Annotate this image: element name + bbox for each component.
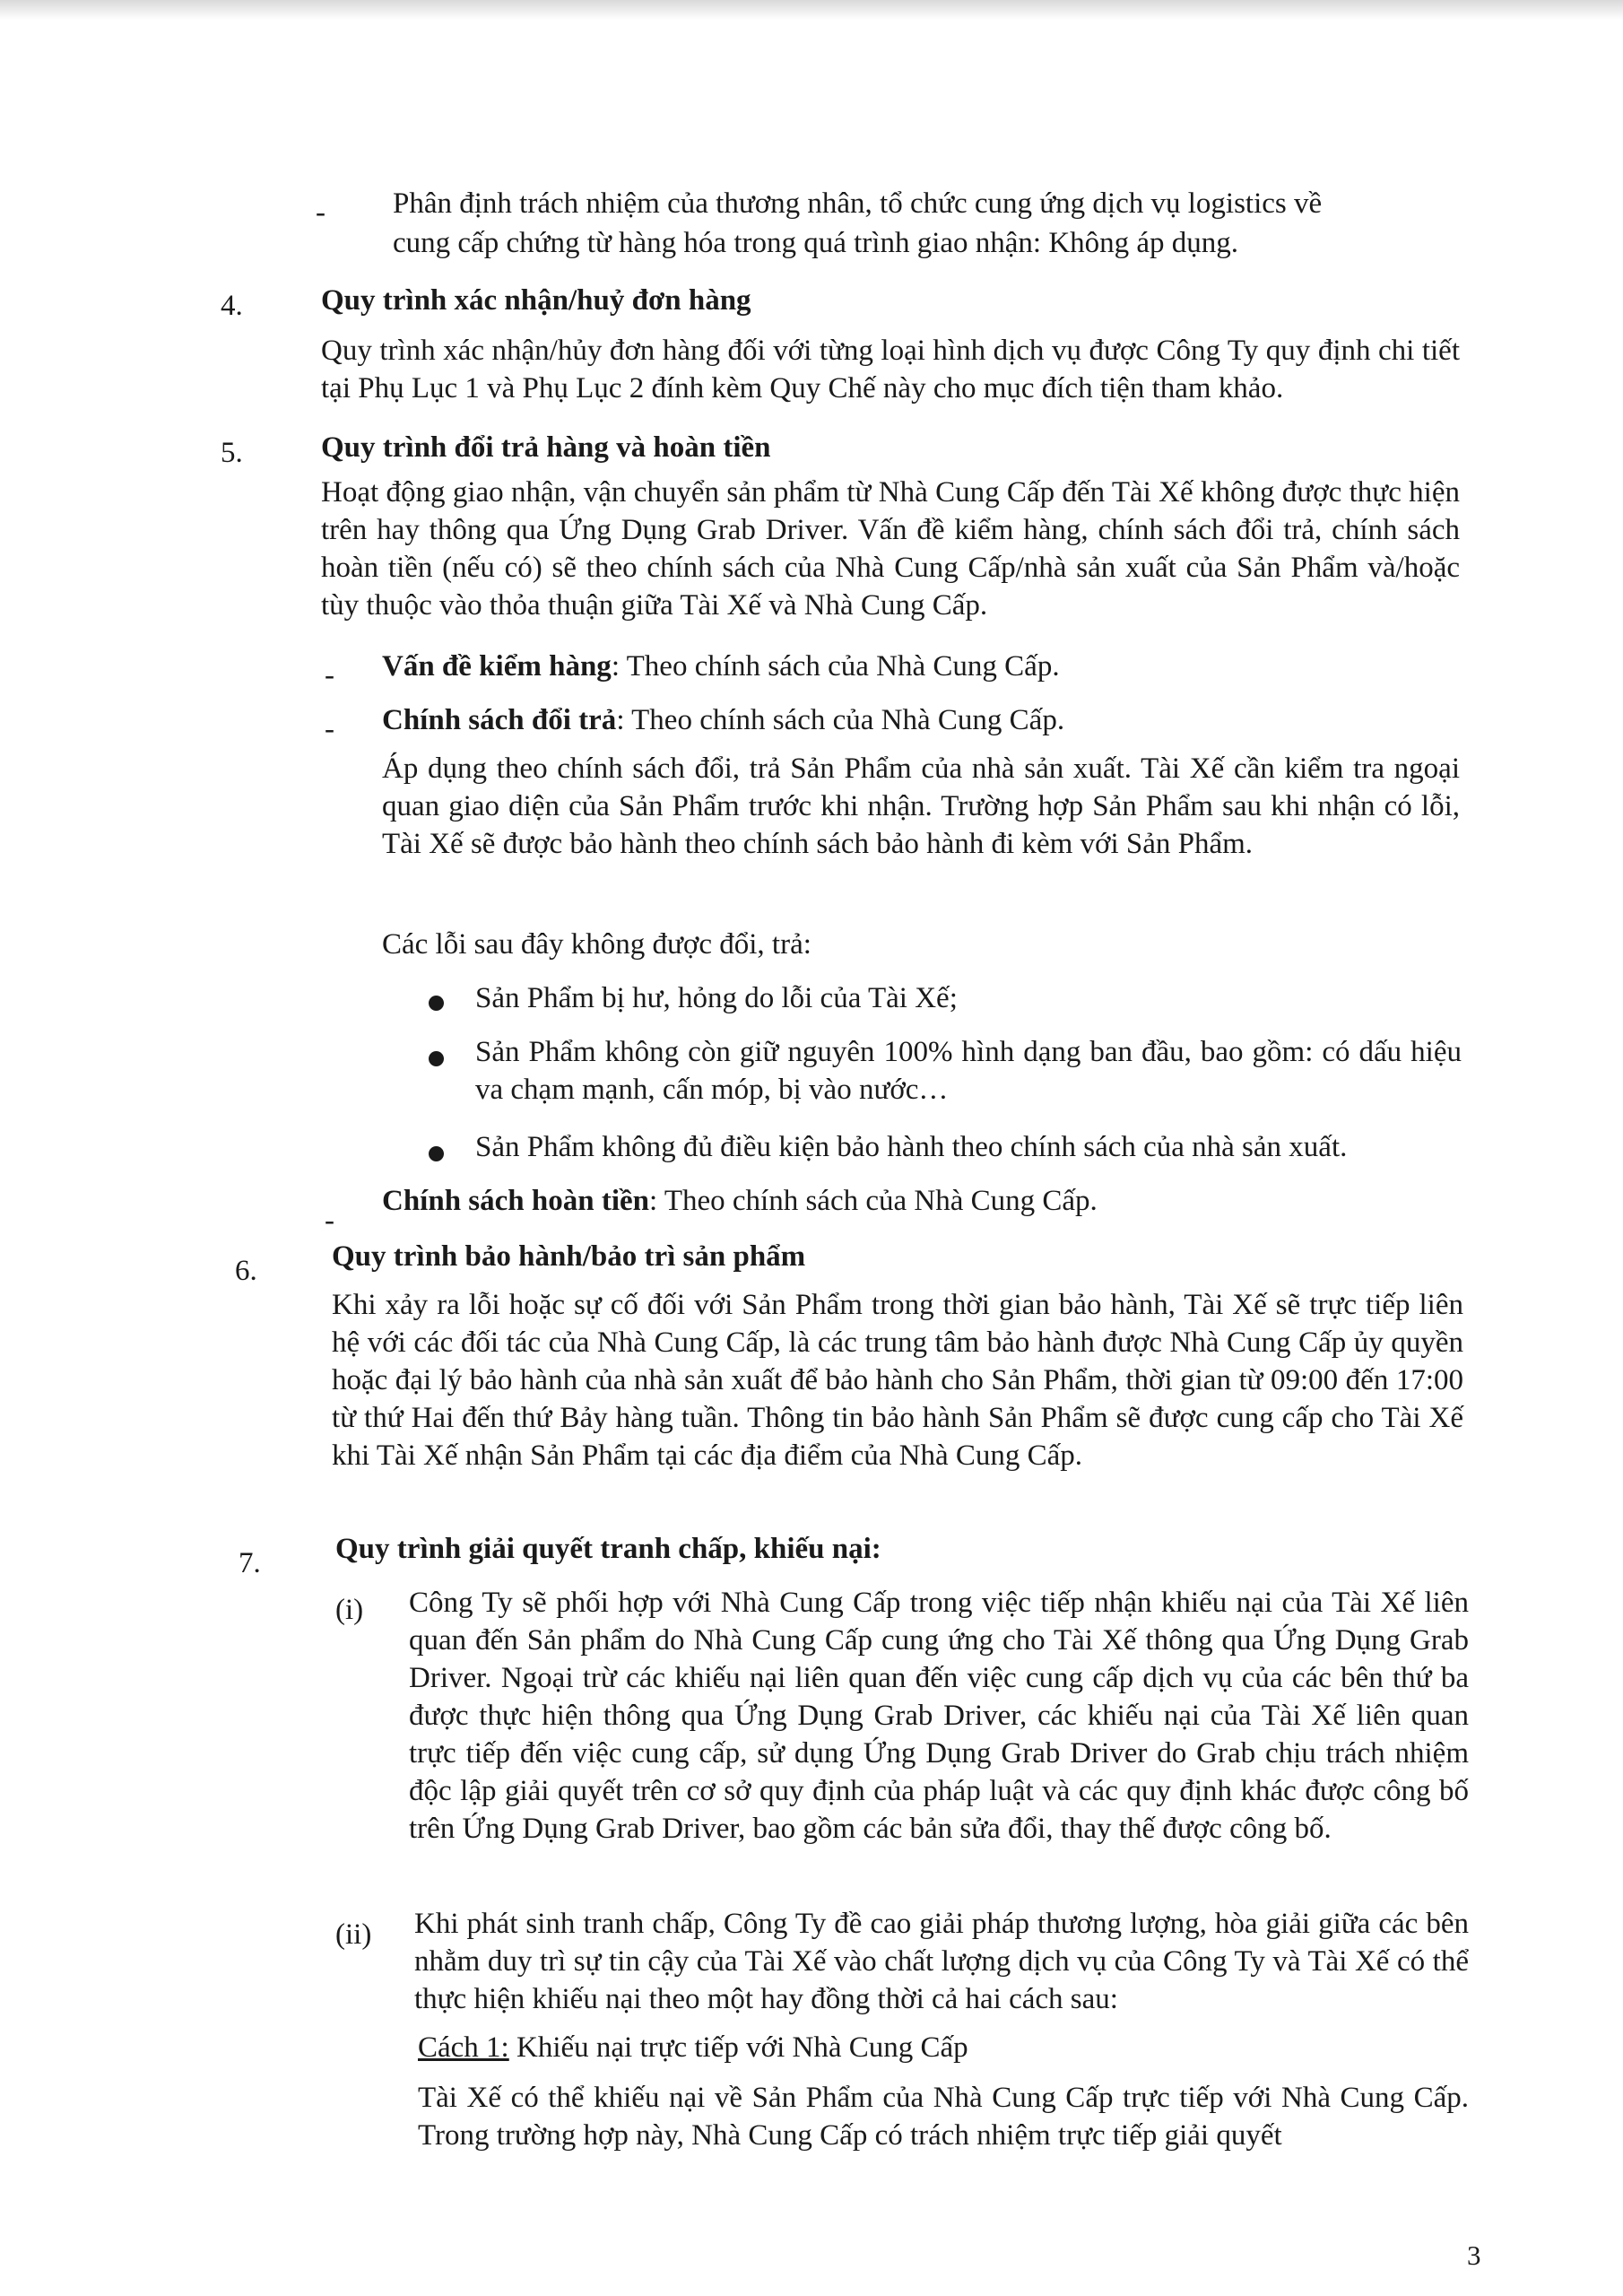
section-5-heading: Quy trình đổi trả hàng và hoàn tiền bbox=[321, 431, 771, 464]
bullet-dot-3 bbox=[429, 1146, 444, 1161]
item-refund-text: : Theo chính sách của Nhà Cung Cấp. bbox=[649, 1185, 1098, 1217]
item-inspection-dash: - bbox=[325, 659, 334, 691]
section-5-number: 5. bbox=[221, 437, 243, 469]
method-1-title: Khiếu nại trực tiếp với Nhà Cung Cấp bbox=[508, 2031, 968, 2064]
errors-intro: Các lỗi sau đây không được đổi, trả: bbox=[382, 928, 812, 961]
section-6-paragraph: Khi xảy ra lỗi hoặc sự cố đối với Sản Phẩm trong thời gian bảo hành, Tài Xế sẽ trực tiếp liên hệ với các đối tác của Nhà Cung Cấp, là các trung tâm bảo hành được Nhà Cung Cấp ủy quyền hoặc đại lý bảo hành của nhà sản xuất để bảo hành cho Sản Phẩm, thời gian từ 09:00 đến 17:00 từ thứ Hai đến thứ Bảy hàng tuần. Thông tin bảo hành Sản Phẩm sẽ được cung cấp cho Tài Xế khi Tài Xế nhận Sản Phẩm tại các địa điểm của Nhà Cung Cấp. bbox=[332, 1289, 1463, 1472]
method-1-text: Tài Xế có thể khiếu nại về Sản Phẩm của Nhà Cung Cấp trực tiếp với Nhà Cung Cấp. Trong trường hợp này, Nhà Cung Cấp có trách nhiệm trực tiếp giải quyết bbox=[418, 2082, 1469, 2152]
section-7-number: 7. bbox=[239, 1547, 261, 1579]
bullet-text-3: Sản Phẩm không đủ điều kiện bảo hành theo chính sách của nhà sản xuất. bbox=[475, 1131, 1348, 1163]
page-number: 3 bbox=[1467, 2239, 1481, 2271]
method-1-label: Cách 1: bbox=[418, 2031, 509, 2064]
item-return-dash: - bbox=[325, 713, 334, 745]
method-1-heading bbox=[418, 2029, 968, 2066]
item-return-label: Chính sách đổi trả bbox=[382, 704, 617, 736]
item-inspection-text: : Theo chính sách của Nhà Cung Cấp. bbox=[611, 650, 1060, 683]
bullet-text-1: Sản Phẩm bị hư, hỏng do lỗi của Tài Xế; bbox=[475, 982, 958, 1014]
item-refund-dash: - bbox=[325, 1205, 334, 1237]
item-inspection-label: Vấn đề kiểm hàng bbox=[382, 650, 612, 683]
section-6-number: 6. bbox=[235, 1255, 257, 1287]
section-4-number: 4. bbox=[221, 290, 243, 322]
item-return-text: : Theo chính sách của Nhà Cung Cấp. bbox=[616, 704, 1065, 736]
bullet-dot-2 bbox=[429, 1051, 444, 1066]
subitem-i-text: Công Ty sẽ phối hợp với Nhà Cung Cấp trong việc tiếp nhận khiếu nại của Tài Xế liên quan đến Sản phẩm do Nhà Cung Cấp cung ứng cho Tài Xế thông qua Ứng Dụng Grab Driver. Ngoại trừ các khiếu nại liên quan đến việc cung cấp dịch vụ của các bên thứ ba được thực hiện thông qua Ứng Dụng Grab Driver, các khiếu nại của Tài Xế liên quan trực tiếp đến việc cung cấp, sử dụng Ứng Dụng Grab Driver do Grab chịu trách nhiệm độc lập giải quyết trên cơ sở quy định của pháp luật và các quy định khác được công bố trên Ứng Dụng Grab Driver, bao gồm các bản sửa đổi, thay thế được công bố. bbox=[409, 1587, 1469, 1845]
bullet-dot-1 bbox=[429, 996, 444, 1011]
subitem-ii-text: Khi phát sinh tranh chấp, Công Ty đề cao giải pháp thương lượng, hòa giải giữa các bên nhằm duy trì sự tin cậy của Tài Xế vào chất lượng dịch vụ của Công Ty và Tài Xế có thể thực hiện khiếu nại theo một hay đồng thời cả hai cách sau: bbox=[414, 1908, 1469, 2015]
item-refund-label: Chính sách hoàn tiền bbox=[382, 1185, 650, 1217]
subitem-ii-marker: (ii) bbox=[335, 1918, 372, 1951]
intro-line-2: cung cấp chứng từ hàng hóa trong quá trình giao nhận: Không áp dụng. bbox=[393, 227, 1239, 259]
intro-dash: - bbox=[316, 196, 325, 229]
section-6-heading: Quy trình bảo hành/bảo trì sản phẩm bbox=[332, 1240, 806, 1273]
subitem-i-marker: (i) bbox=[335, 1594, 364, 1626]
section-7-heading: Quy trình giải quyết tranh chấp, khiếu nại: bbox=[335, 1533, 881, 1565]
item-return-policy bbox=[382, 701, 1064, 739]
item-refund-policy bbox=[382, 1182, 1098, 1220]
bullet-text-2: Sản Phẩm không còn giữ nguyên 100% hình dạng ban đầu, bao gồm: có dấu hiệu va chạm mạnh, cấn móp, bị vào nước… bbox=[475, 1036, 1462, 1106]
section-5-paragraph: Hoạt động giao nhận, vận chuyển sản phẩm từ Nhà Cung Cấp đến Tài Xế không được thực hiện trên hay thông qua Ứng Dụng Grab Driver. Vấn đề kiểm hàng, chính sách đổi trả, chính sách hoàn tiền (nếu có) sẽ theo chính sách của Nhà Cung Cấp/nhà sản xuất của Sản Phẩm và/hoặc tùy thuộc vào thỏa thuận giữa Tài Xế và Nhà Cung Cấp. bbox=[321, 476, 1460, 622]
intro-line-1: Phân định trách nhiệm của thương nhân, tổ chức cung ứng dịch vụ logistics về bbox=[393, 187, 1323, 220]
item-inspection bbox=[382, 648, 1060, 685]
return-paragraph: Áp dụng theo chính sách đổi, trả Sản Phẩm của nhà sản xuất. Tài Xế cần kiểm tra ngoại quan giao diện của Sản Phẩm trước khi nhận. Trường hợp Sản Phẩm sau khi nhận có lỗi, Tài Xế sẽ được bảo hành theo chính sách bảo hành đi kèm với Sản Phẩm. bbox=[382, 752, 1460, 860]
section-4-heading: Quy trình xác nhận/huỷ đơn hàng bbox=[321, 284, 751, 317]
section-4-paragraph: Quy trình xác nhận/hủy đơn hàng đối với từng loại hình dịch vụ được Công Ty quy định chi tiết tại Phụ Lục 1 và Phụ Lục 2 đính kèm Quy Chế này cho mục đích tiện tham khảo. bbox=[321, 335, 1460, 404]
